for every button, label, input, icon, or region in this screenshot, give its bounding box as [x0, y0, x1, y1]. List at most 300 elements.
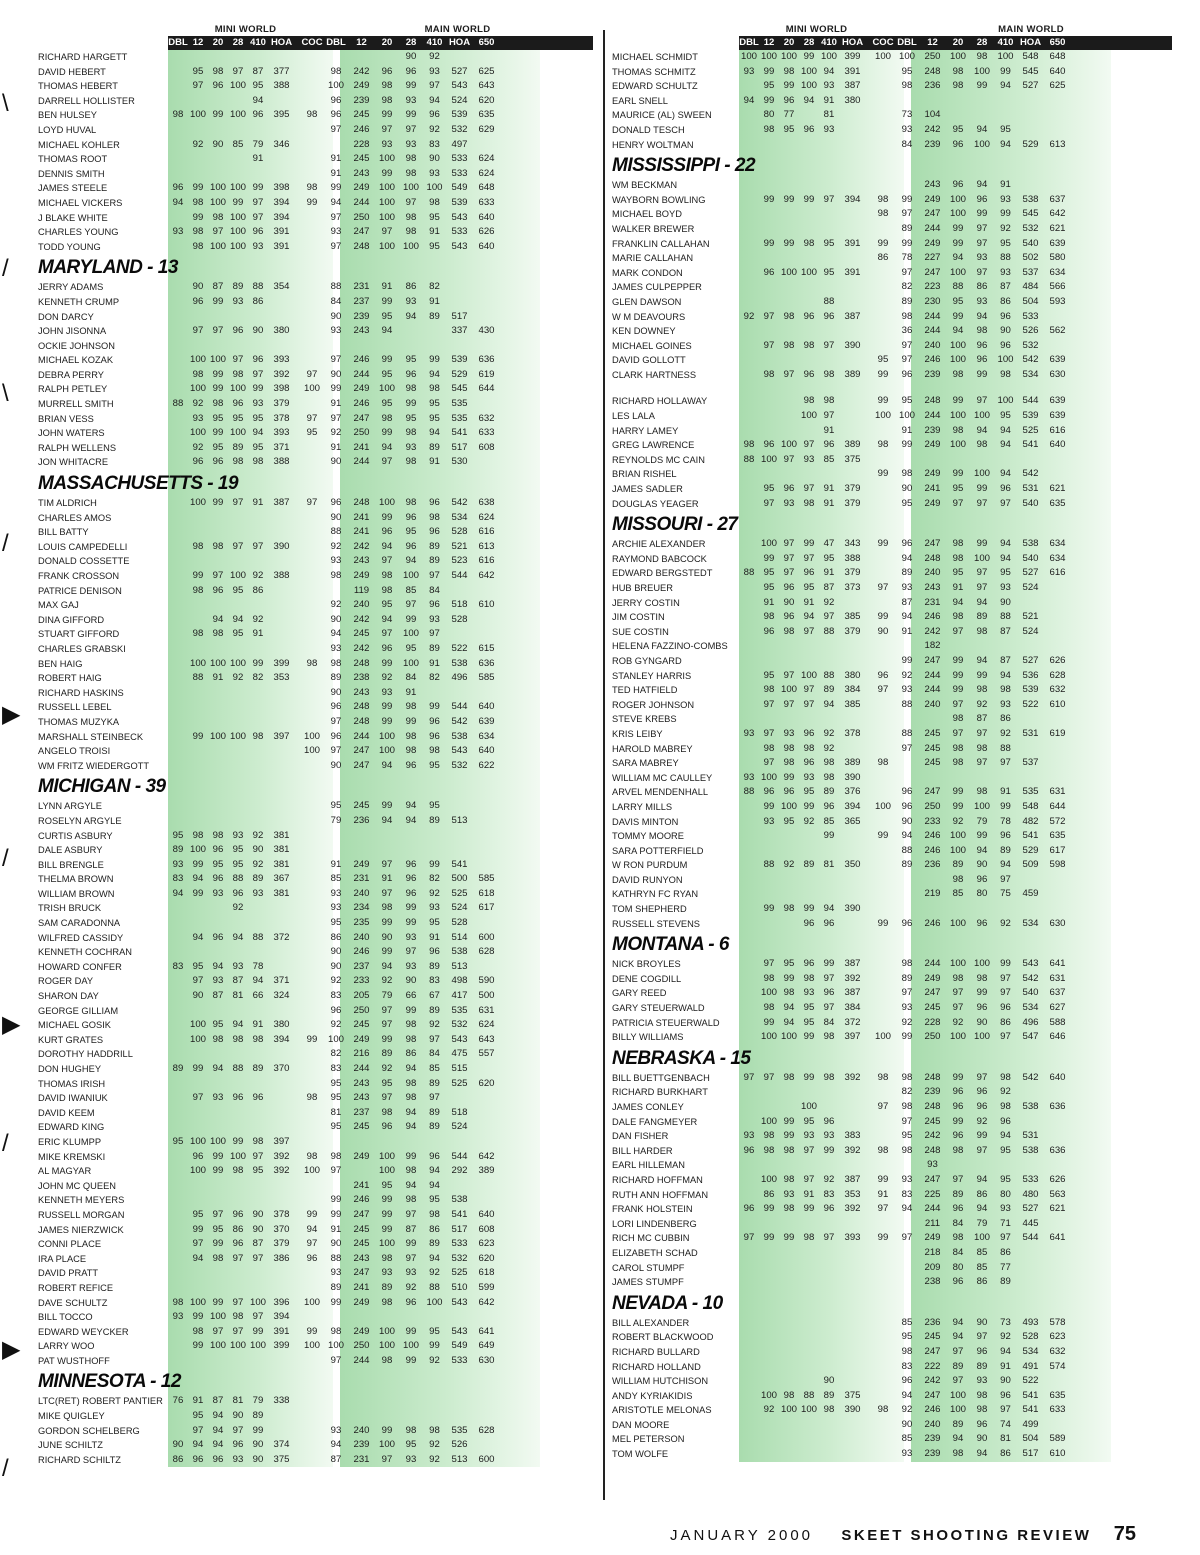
column-header: 20	[381, 37, 393, 48]
score-cell: 100	[949, 208, 966, 220]
score-cell: 95	[1000, 567, 1011, 579]
shooter-name: TOMMY MOORE	[612, 831, 684, 842]
score-cell: 98	[192, 829, 204, 841]
score-cell: 99	[330, 1208, 342, 1220]
score-cell: 93	[252, 887, 264, 899]
score-cell: 535	[1022, 786, 1039, 798]
score-cell: 98	[952, 80, 964, 92]
column-header: 410	[426, 37, 443, 48]
score-cell: 94	[803, 611, 815, 623]
score-cell	[300, 1453, 324, 1468]
shooter-name: HARRY LAMEY	[612, 425, 679, 436]
score-cell: 96	[1000, 1115, 1011, 1127]
score-cell	[228, 1266, 248, 1281]
score-cell: 388	[273, 570, 290, 581]
score-cell: 580	[1049, 252, 1066, 264]
score-cell	[970, 108, 994, 123]
score-cell: 97	[232, 540, 244, 552]
score-cell: 244	[353, 1354, 370, 1366]
score-cell: 90	[252, 1453, 264, 1465]
score-cell: 99	[952, 654, 964, 666]
score-cell: 244	[353, 1063, 370, 1074]
shooter-row	[38, 814, 593, 829]
score-cell: 98	[212, 540, 224, 552]
score-cell: 247	[924, 1173, 941, 1185]
shooter-row	[38, 1424, 593, 1439]
score-cell: 88	[252, 281, 264, 293]
score-cell	[871, 1158, 895, 1173]
score-cell	[1044, 1158, 1071, 1173]
score-cell: 621	[1049, 222, 1066, 234]
score-cell: 93	[803, 1130, 815, 1142]
score-cell: 85	[901, 1316, 913, 1328]
score-cell: 92	[1000, 1331, 1011, 1343]
score-cell	[228, 598, 248, 613]
score-cell	[208, 525, 228, 540]
score-cell: 391	[273, 240, 290, 252]
score-cell: 93	[192, 412, 204, 424]
score-cell: 100	[973, 410, 990, 422]
score-cell	[759, 1316, 779, 1331]
score-cell: 389	[844, 757, 861, 769]
shooter-row	[612, 251, 1172, 266]
shooter-row	[38, 700, 593, 715]
score-cell	[168, 368, 188, 383]
shooter-name: ERIC KLUMPP	[38, 1136, 102, 1147]
score-cell	[759, 424, 779, 439]
score-cell: 87	[232, 975, 244, 987]
score-cell	[1017, 108, 1044, 123]
score-cell	[300, 1018, 324, 1033]
score-cell: 97	[252, 540, 264, 552]
score-cell: 95	[763, 582, 775, 593]
score-cell: 590	[478, 975, 495, 987]
score-cell	[168, 1252, 188, 1267]
score-cell: 94	[901, 552, 913, 564]
shooter-row	[612, 552, 1172, 567]
shooter-name: ROSELYN ARGYLE	[38, 815, 122, 826]
margin-mark-icon: /	[2, 1455, 9, 1482]
score-cell: 99	[381, 715, 393, 727]
score-cell: 100	[780, 1404, 797, 1416]
page-number: 75	[1113, 1523, 1136, 1545]
shooter-name: W M DEAVOURS	[612, 311, 686, 322]
score-cell: 100	[189, 1019, 206, 1031]
score-cell: 539	[451, 109, 468, 121]
score-cell: 387	[273, 497, 290, 509]
score-cell: 99	[381, 657, 393, 669]
score-cell	[248, 1004, 268, 1019]
score-cell: 97	[232, 1424, 244, 1436]
score-cell	[779, 873, 799, 888]
score-cell: 534	[1022, 917, 1039, 929]
score-cell	[1017, 873, 1044, 888]
shooter-row	[612, 1085, 1172, 1100]
score-cell: 99	[823, 1144, 835, 1156]
shooter-name: ARCHIE ALEXANDER	[612, 539, 706, 550]
score-cell: 96	[212, 584, 224, 596]
score-cell	[759, 1360, 779, 1375]
score-cell	[228, 1077, 248, 1092]
shooter-name: GREG LAWRENCE	[612, 440, 695, 451]
score-cell	[1017, 453, 1044, 468]
score-cell: 89	[252, 1410, 264, 1422]
margin-mark-icon: \	[2, 90, 9, 117]
shooter-row	[38, 569, 593, 584]
score-cell: 99	[877, 468, 889, 480]
score-cell: 242	[353, 642, 370, 654]
score-cell: 497	[451, 138, 468, 150]
score-cell: 98	[783, 625, 795, 637]
score-cell: 379	[844, 483, 861, 495]
score-cell	[168, 79, 188, 94]
score-cell: 371	[273, 441, 290, 453]
score-cell	[228, 814, 248, 829]
score-cell: 493	[1022, 1316, 1039, 1328]
score-cell: 99	[783, 1115, 795, 1127]
score-cell: 223	[924, 281, 941, 293]
score-cell: 99	[877, 1232, 889, 1244]
score-cell: 90	[405, 975, 417, 987]
score-cell	[268, 700, 295, 715]
shooter-row	[612, 1100, 1172, 1115]
score-cell: 91	[952, 582, 964, 593]
score-cell: 99	[823, 958, 835, 970]
score-cell: 90	[192, 281, 204, 293]
score-cell	[188, 744, 208, 759]
score-cell: 642	[478, 1296, 495, 1308]
score-cell	[871, 771, 895, 786]
shooter-name: MICHAEL VICKERS	[38, 197, 123, 208]
score-cell: 543	[1022, 958, 1039, 970]
score-cell	[759, 295, 779, 310]
shooter-name: BILL BATTY	[38, 527, 89, 538]
score-cell: 99	[952, 237, 964, 249]
score-cell: 397	[273, 1135, 290, 1147]
score-cell: 524	[1022, 625, 1039, 637]
score-cell	[228, 1193, 248, 1208]
shooter-row	[612, 785, 1172, 800]
shooter-row	[38, 759, 593, 774]
score-cell	[423, 339, 446, 354]
score-cell: 82	[901, 281, 913, 293]
score-cell: 549	[451, 182, 468, 194]
score-cell: 98	[405, 1019, 417, 1031]
score-cell: 89	[901, 972, 913, 984]
score-cell	[839, 917, 866, 932]
score-cell: 245	[353, 1238, 370, 1250]
score-cell: 97	[252, 1150, 264, 1162]
score-cell	[168, 1193, 188, 1208]
score-cell	[473, 829, 500, 844]
score-cell: 250	[353, 1004, 370, 1016]
score-cell: 384	[844, 1002, 861, 1014]
shooter-name: DOUGLAS YEAGER	[612, 498, 699, 509]
score-cell	[871, 858, 895, 873]
score-cell: 97	[330, 412, 342, 424]
score-cell: 86	[763, 1188, 775, 1200]
score-cell: 92	[381, 975, 393, 987]
score-cell	[779, 712, 799, 727]
score-cell: 628	[1049, 669, 1066, 681]
score-cell: 93	[803, 453, 815, 465]
score-cell: 94	[252, 94, 264, 106]
score-cell: 89	[429, 540, 440, 552]
score-cell: 98	[212, 829, 224, 841]
score-cell: 633	[1049, 1404, 1066, 1416]
score-cell: 79	[252, 1395, 264, 1407]
score-cell: 99	[381, 701, 393, 713]
score-cell	[248, 1120, 268, 1135]
score-cell: 93	[330, 325, 342, 337]
score-cell	[1017, 596, 1044, 611]
score-cell: 99	[803, 1031, 815, 1043]
shooter-name: RICH MC CUBBIN	[612, 1233, 690, 1244]
score-cell	[348, 1409, 375, 1424]
score-cell: 94	[192, 1252, 204, 1264]
score-cell: 510	[451, 1281, 468, 1293]
score-cell	[188, 310, 208, 325]
shooter-row	[38, 1281, 593, 1296]
score-cell: 82	[429, 873, 440, 885]
score-cell	[300, 715, 324, 730]
score-cell: 386	[273, 1252, 290, 1264]
score-cell: 92	[763, 1404, 775, 1416]
score-cell: 99	[803, 1071, 815, 1083]
score-cell	[759, 1085, 779, 1100]
score-cell: 88	[901, 698, 913, 710]
score-cell: 239	[353, 310, 370, 322]
score-cell: 239	[924, 1433, 941, 1445]
score-cell: 98	[952, 538, 964, 550]
shooter-name: MARSHALL STEINBECK	[38, 731, 144, 742]
shooter-name: JOHN JISONNA	[38, 326, 107, 337]
score-cell: 96	[172, 182, 184, 194]
score-cell: 324	[273, 990, 290, 1002]
score-cell: 98	[381, 94, 393, 106]
shooter-row	[38, 50, 593, 65]
score-cell: 89	[429, 1106, 440, 1118]
score-cell: 88	[192, 672, 204, 684]
score-cell: 97	[1000, 987, 1011, 999]
score-cell	[300, 598, 324, 613]
score-cell: 95	[823, 237, 835, 249]
score-cell: 93	[330, 1424, 342, 1436]
score-cell	[1044, 596, 1071, 611]
score-cell: 97	[877, 1101, 889, 1112]
score-cell: 90	[212, 138, 224, 150]
score-cell: 499	[1022, 1418, 1039, 1430]
score-cell: 90	[901, 1418, 913, 1430]
score-cell: 100	[800, 1404, 817, 1416]
shooter-name: BILL BRENGLE	[38, 859, 104, 870]
score-cell: 94	[172, 196, 184, 208]
score-cell: 482	[1022, 815, 1039, 827]
score-cell: 99	[877, 538, 889, 550]
score-cell	[188, 642, 208, 657]
score-cell: 244	[924, 410, 941, 422]
score-cell: 231	[353, 873, 370, 885]
score-cell	[994, 108, 1017, 123]
score-cell	[168, 989, 188, 1004]
score-cell: 95	[823, 266, 835, 278]
score-cell: 93	[429, 65, 440, 77]
state-shooter-count: 12	[160, 1371, 181, 1393]
shooter-row	[38, 1091, 593, 1106]
score-cell: 97	[783, 368, 795, 380]
score-cell: 538	[451, 730, 468, 742]
score-cell: 90	[901, 483, 913, 495]
score-cell: 94	[952, 325, 964, 337]
score-cell	[819, 1360, 839, 1375]
score-cell: 100	[820, 51, 837, 62]
score-cell	[895, 887, 919, 902]
score-cell: 95	[429, 759, 440, 771]
score-cell: 92	[976, 1115, 988, 1127]
score-cell: 616	[478, 555, 495, 567]
score-cell: 96	[429, 1150, 440, 1162]
score-cell: 95	[192, 1410, 204, 1422]
score-cell	[473, 858, 500, 873]
score-cell: 99	[192, 570, 204, 581]
shooter-name: FRANKLIN CALLAHAN	[612, 238, 710, 249]
score-cell: 97	[952, 1375, 964, 1387]
score-cell: 92	[330, 540, 342, 552]
score-cell	[268, 814, 295, 829]
mini-world-label: MINI WORLD	[214, 24, 277, 35]
score-cell: 100	[426, 1296, 443, 1308]
score-cell: 93	[172, 1311, 184, 1323]
score-cell: 90	[1000, 325, 1011, 337]
column-header: 12	[927, 37, 938, 48]
shooter-row	[612, 1202, 1172, 1217]
score-cell: 91	[252, 153, 264, 165]
score-cell: 98	[306, 182, 318, 194]
score-cell: 534	[451, 511, 468, 523]
score-cell: 97	[1000, 757, 1011, 769]
shooter-row	[612, 625, 1172, 640]
score-cell	[375, 843, 399, 858]
score-cell	[348, 1164, 375, 1179]
score-cell: 96	[405, 873, 417, 885]
score-cell	[739, 1374, 759, 1389]
score-cell: 99	[330, 182, 342, 194]
score-cell	[779, 138, 799, 153]
shooter-name: DENNIS SMITH	[38, 168, 105, 179]
score-cell: 94	[306, 1223, 318, 1235]
score-cell: 88	[1000, 252, 1011, 264]
shooter-name: THOMAS ROOT	[38, 154, 108, 165]
shooter-row	[612, 1173, 1172, 1188]
score-cell: 97	[763, 727, 775, 739]
score-cell: 97	[783, 669, 795, 681]
score-cell: 100	[760, 1389, 777, 1401]
score-cell: 98	[803, 972, 815, 984]
score-cell: 96	[952, 1203, 964, 1215]
score-cell: 95	[1000, 237, 1011, 249]
score-cell	[839, 251, 866, 266]
score-cell	[188, 554, 208, 569]
shooter-row	[612, 193, 1172, 208]
score-cell: 94	[405, 1121, 417, 1133]
score-cell	[188, 1193, 208, 1208]
score-cell: 95	[381, 368, 393, 380]
score-cell: 523	[451, 555, 468, 567]
score-cell: 241	[353, 526, 370, 538]
score-cell: 538	[451, 657, 468, 669]
score-cell: 86	[232, 1223, 244, 1235]
score-cell	[839, 1374, 866, 1389]
shooter-row	[612, 353, 1172, 368]
shooter-row	[612, 237, 1172, 252]
score-cell: 98	[877, 1071, 889, 1083]
score-cell	[1017, 771, 1044, 786]
score-cell	[248, 1193, 268, 1208]
shooter-row	[38, 931, 593, 946]
score-cell	[739, 1330, 759, 1345]
score-cell: 95	[783, 123, 795, 135]
score-cell: 98	[381, 584, 393, 596]
score-cell	[779, 1345, 799, 1360]
score-cell: 98	[952, 1144, 964, 1156]
score-cell: 94	[783, 1002, 795, 1014]
score-cell	[300, 152, 324, 167]
score-cell: 97	[381, 628, 393, 640]
score-cell	[300, 211, 324, 226]
score-cell: 89	[172, 1063, 184, 1074]
score-cell: 93	[252, 398, 264, 410]
score-cell: 95	[803, 786, 815, 798]
score-cell: 585	[478, 873, 495, 885]
shooter-name: LES LALA	[612, 411, 655, 422]
score-cell: 239	[924, 1448, 941, 1460]
score-cell: 85	[232, 138, 244, 150]
score-cell	[168, 353, 188, 368]
score-cell: 633	[478, 196, 495, 208]
score-cell	[779, 1100, 799, 1115]
score-cell	[188, 1179, 208, 1194]
score-cell: 100	[209, 1311, 226, 1323]
score-cell: 96	[803, 310, 815, 322]
state-heading	[612, 511, 1172, 537]
score-cell	[473, 1120, 500, 1135]
score-cell: 84	[330, 295, 342, 307]
shooter-row	[612, 1001, 1172, 1016]
score-cell: 87	[252, 65, 264, 77]
score-cell: 96	[763, 786, 775, 798]
score-cell: 89	[429, 441, 440, 453]
shooter-name: ANDY KYRIAKIDIS	[612, 1390, 693, 1401]
score-cell: 95	[823, 552, 835, 564]
score-cell: 91	[381, 281, 393, 293]
shooter-row	[38, 1296, 593, 1311]
score-cell: 89	[330, 672, 342, 684]
shooter-name: WM BECKMAN	[612, 180, 678, 191]
score-cell: 365	[844, 815, 861, 827]
shooter-row	[38, 843, 593, 858]
score-cell: 98	[405, 1194, 417, 1206]
score-cell: 97	[976, 237, 988, 249]
score-cell: 94	[976, 1173, 988, 1185]
shooter-row	[38, 167, 593, 182]
score-cell: 94	[1000, 468, 1011, 480]
state-name: MICHIGAN -	[38, 776, 146, 798]
score-cell: 98	[976, 1389, 988, 1401]
score-cell: 543	[451, 1033, 468, 1045]
shooter-name: HAROLD MABREY	[612, 743, 693, 754]
score-cell	[871, 178, 895, 193]
score-cell	[300, 1281, 324, 1296]
